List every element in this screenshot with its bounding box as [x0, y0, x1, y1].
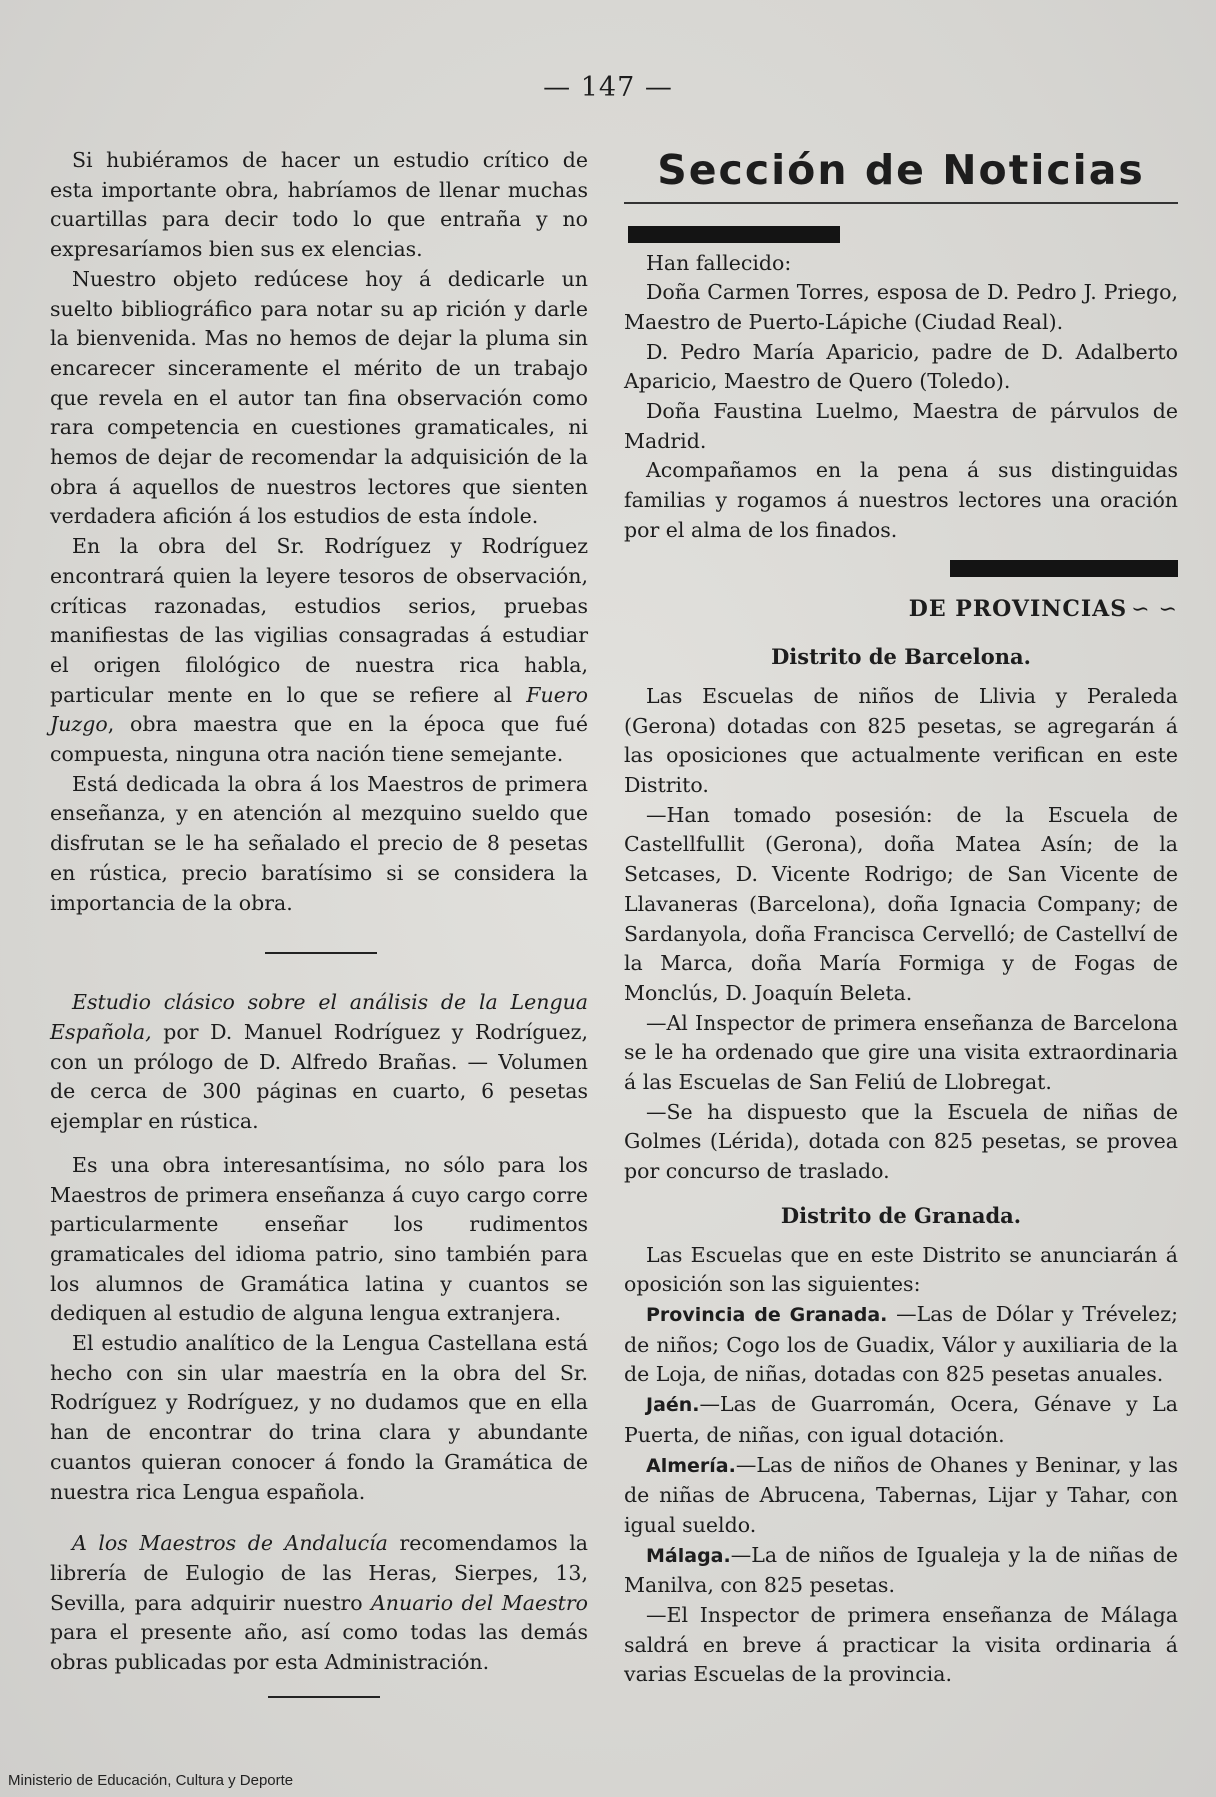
paragraph: Almería.—Las de niños de Ohanes y Beninar, y las de niñas de Abrucena, Tabernas, Lijar y Tahar, con igual sueldo. [624, 1452, 1178, 1537]
book-reference: Estudio clásico sobre el análisis de la Lengua Española, por D. Manuel Rodríguez y Rodríguez, con un prólogo de D. Alfredo Brañas. — Volumen de cerca de 300 páginas en cuarto, 6 pesetas ejemplar en rústica. [50, 990, 588, 1134]
paragraph: Doña Carmen Torres, esposa de D. Pedro J. Priego, Maestro de Puerto-Lápiche (Ciudad Real). [624, 280, 1178, 334]
left-column [50, 146, 588, 1698]
paragraph: Doña Faustina Luelmo, Maestra de párvulos de Madrid. [624, 399, 1178, 453]
paragraph: Las Escuelas de niños de Llivia y Peraleda (Gerona) dotadas con 825 pesetas, se agregarán á las oposiciones que actualmente verifican en este Distrito. [624, 683, 1178, 798]
district-heading: Distrito de Granada. [780, 1202, 1022, 1228]
divider [268, 1696, 380, 1698]
paragraph: Han fallecido: [646, 250, 792, 275]
paragraph: —Se ha dispuesto que la Escuela de niñas de Golmes (Lérida), dotada con 825 pesetas, se provea por concurso de traslado. [624, 1099, 1178, 1184]
paragraph: D. Pedro María Aparicio, padre de D. Adalberto Aparicio, Maestro de Quero (Toledo). [624, 339, 1178, 394]
footer-credit: Ministerio de Educación, Cultura y Deporte [8, 1772, 294, 1789]
paragraph: Provincia de Granada. —Las de Dólar y Trévelez; de niños; Cogo los de Guadix, Válor y auxiliaria de la de Loja, de niñas, dotadas con 825 pesetas anuales. [624, 1302, 1178, 1387]
paragraph: —Al Inspector de primera enseñanza de Barcelona se le ha ordenado que gire una visita extraordinaria á las Escuelas de San Feliú de Llobregat. [624, 1010, 1178, 1095]
decorative-bar [950, 560, 1178, 577]
right-column [624, 146, 1178, 1690]
divider [624, 202, 1178, 204]
section-heading: Sección de Noticias [657, 146, 1145, 194]
divider [265, 952, 377, 954]
paragraph: Las Escuelas que en este Distrito se anunciarán á oposición son las siguientes: [624, 1242, 1178, 1297]
paragraph: —El Inspector de primera enseñanza de Málaga saldrá en breve á practicar la visita ordinaria á varias Escuelas de la provincia. [624, 1603, 1178, 1687]
paragraph: Está dedicada la obra á los Maestros de primera enseñanza, y en atención al mezquino sueldo que disfrutan se le ha señalado el precio de 8 pesetas en rústica, precio baratísimo si se considera la importancia de la obra. [50, 771, 588, 915]
advert-paragraph: A los Maestros de Andalucía recomendamos la librería de Eulogio de las Heras, Sierpes, 13, Sevilla, para adquirir nuestro Anuario del Maestro para el presente año, así como todas las demás obras publicadas por esta Administración. [50, 1531, 589, 1675]
paragraph: Si hubiéramos de hacer un estudio crítico de esta importante obra, habríamos de llenar muchas cuartillas para decir todo lo que entraña y no expresaríamos bien sus ex elencias. [50, 148, 588, 262]
paragraph: En la obra del Sr. Rodríguez y Rodríguez encontrará quien la leyere tesoros de observación, críticas razonadas, estudios serios, pruebas manifiestas de las vigilias consagradas á estudiar el origen filológico de nuestra rica habla, particular mente en lo que se refiere al Fuero Juzgo, obra maestra que en la época que fué compuesta, ninguna otra nación tiene semejante. [50, 534, 588, 767]
district-heading: Distrito de Barcelona. [771, 644, 1031, 670]
paragraph: Málaga.—La de niños de Igualeja y la de niñas de Manilva, con 825 pesetas. [624, 1542, 1178, 1598]
paragraph: Acompañamos en la pena á sus distinguidas familias y rogamos á nuestros lectores una oración por el alma de los finados. [624, 458, 1178, 542]
paragraph: —Han tomado posesión: de la Escuela de Castellfullit (Gerona), doña Matea Asín; de la Setcases, D. Vicente Rodrigo; de San Vicente de Llavaneras (Barcelona), doña Ignacia Company; de Sardanyola, doña Francisca Cervelló; de Castellví de la Marca, doña María Formiga y de Fogas de Monclús, D. Joaquín Beleta. [624, 802, 1178, 1005]
paragraph: Es una obra interesantísima, no sólo para los Maestros de primera enseñanza á cuyo cargo corre particularmente enseñar los rudimentos gramaticales del idioma patrio, sino también para los alumnos de Gramática latina y cuantos se dediquen al estudio de alguna lengua extranjera. [50, 1152, 588, 1326]
paragraph: Jaén.—Las de Guarromán, Ocera, Génave y La Puerta, de niñas, con igual dotación. [624, 1392, 1178, 1447]
provinces-heading: DE PROVINCIAS ∽ ∽ [908, 595, 1178, 622]
page-number: — 147 — [543, 72, 673, 103]
paragraph: Nuestro objeto redúcese hoy á dedicarle un suelto bibliográfico para notar su ap rición y darle la bienvenida. Mas no hemos de dejar la pluma sin encarecer sinceramente el mérito de un trabajo que revela en el autor tan fina observación como rara competencia en cuestiones gramaticales, ni hemos de dejar de recomendar la adquisición de la obra á aquellos de nuestros lectores que sienten verdadera afición á los estudios de esta índole. [50, 266, 588, 529]
decorative-bar [628, 226, 840, 243]
ornament-icon: ∽ ∽ [1131, 596, 1178, 622]
paragraph: El estudio analítico de la Lengua Castellana está hecho con sin ular maestría en la obra del Sr. Rodríguez y Rodríguez, y no dudamos que en ella han de encontrar do trina clara y abundante cuantos quieran conocer á fondo la Gramática de nuestra rica Lengua española. [50, 1331, 588, 1504]
